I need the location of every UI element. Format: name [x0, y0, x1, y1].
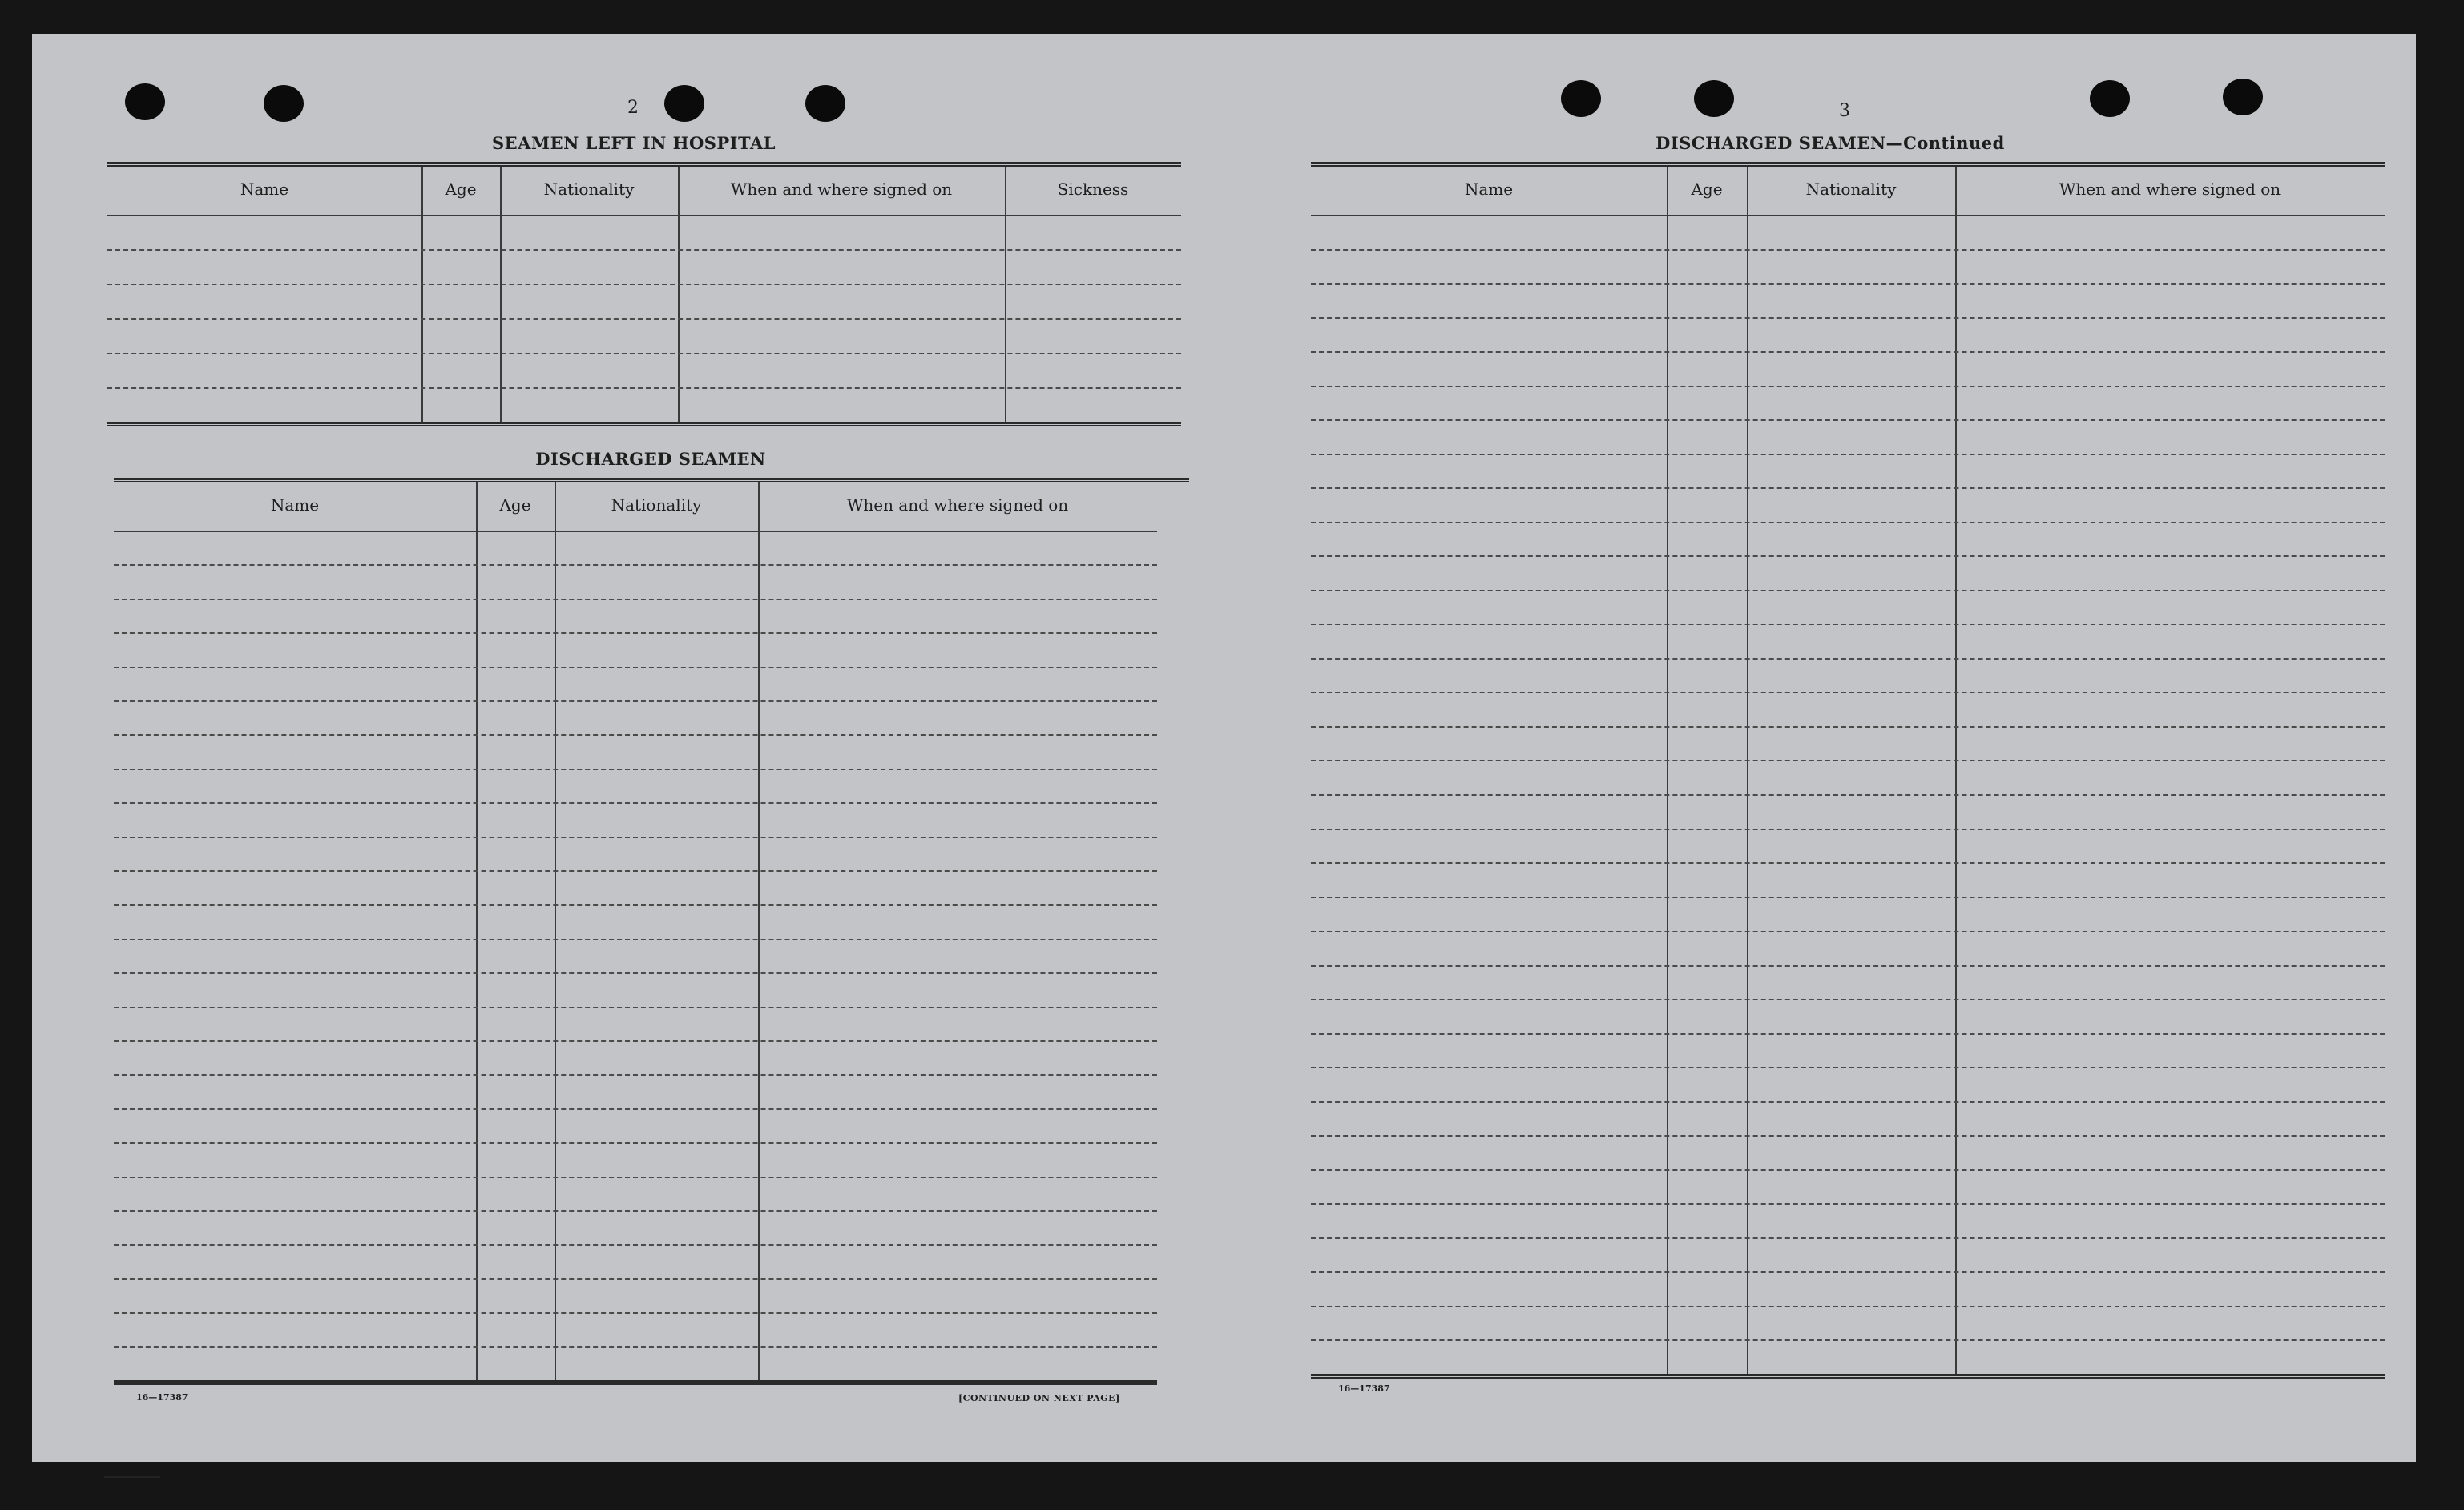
discharged-table-top-rule — [114, 478, 1189, 482]
table-row — [1311, 317, 2385, 319]
punch-hole — [1694, 80, 1734, 117]
table-row — [107, 284, 1181, 285]
table-row — [114, 1074, 1157, 1076]
column-header-name: Name — [240, 180, 289, 199]
table-row — [114, 734, 1157, 736]
table-row — [1311, 624, 2385, 625]
table-row — [1311, 1203, 2385, 1205]
header-bottom-rule — [114, 531, 1157, 532]
table-row — [1311, 999, 2385, 1000]
table-row — [1311, 351, 2385, 353]
table-row — [1311, 454, 2385, 455]
table-row — [1311, 1339, 2385, 1341]
left-page-number: 2 — [627, 98, 639, 118]
table-row — [114, 1142, 1157, 1144]
right-form-code: 16—17387 — [1338, 1383, 1390, 1394]
table-row — [114, 1210, 1157, 1212]
column-divider — [1747, 167, 1748, 1374]
table-row — [114, 1177, 1157, 1178]
table-row — [114, 1040, 1157, 1042]
table-bottom-rule — [1311, 1374, 2385, 1379]
column-divider — [1955, 167, 1957, 1374]
punch-hole — [664, 85, 704, 122]
hospital-table-top-rule — [107, 162, 1181, 167]
header-bottom-rule — [107, 215, 1181, 216]
table-bottom-rule — [114, 1380, 1157, 1385]
column-divider — [421, 167, 423, 422]
table-row — [1311, 590, 2385, 591]
table-row — [114, 599, 1157, 600]
table-row — [114, 700, 1157, 702]
table-row — [114, 802, 1157, 804]
column-header-when-and-where-signed-on: When and where signed on — [730, 180, 953, 199]
table-bottom-rule — [107, 422, 1181, 426]
table-row — [1311, 1033, 2385, 1035]
table-row — [1311, 386, 2385, 387]
table-row — [1311, 1306, 2385, 1307]
table-row — [1311, 931, 2385, 932]
table-row — [114, 1007, 1157, 1008]
table-row — [1311, 419, 2385, 421]
table-row — [1311, 1101, 2385, 1103]
discharged-continued-title-suffix: —Continued — [1885, 133, 2005, 153]
punch-hole — [2090, 80, 2130, 117]
right-page-number: 3 — [1839, 101, 1850, 121]
scanned-form-sheet — [32, 34, 2416, 1462]
table-row — [114, 904, 1157, 906]
table-row — [114, 939, 1157, 940]
table-row — [114, 1312, 1157, 1314]
table-row — [1311, 965, 2385, 967]
table-row — [1311, 726, 2385, 728]
table-row — [1311, 1067, 2385, 1068]
table-row — [1311, 1271, 2385, 1273]
column-divider — [1667, 167, 1668, 1374]
punch-hole — [2223, 79, 2263, 115]
column-header-sickness: Sickness — [1057, 180, 1129, 199]
table-row — [107, 353, 1181, 354]
table-row — [114, 870, 1157, 872]
table-row — [1311, 1135, 2385, 1137]
hospital-section-title: SEAMEN LEFT IN HOSPITAL — [491, 133, 776, 153]
column-header-nationality: Nationality — [611, 495, 702, 515]
table-row — [114, 769, 1157, 770]
discharged-continued-title-main: DISCHARGED SEAMEN — [1655, 133, 1886, 153]
left-form-code: 16—17387 — [136, 1392, 188, 1403]
table-row — [1311, 1237, 2385, 1239]
continued-table-top-rule — [1311, 162, 2385, 167]
column-divider — [500, 167, 502, 422]
table-row — [1311, 555, 2385, 557]
table-row — [107, 318, 1181, 320]
table-row — [1311, 862, 2385, 864]
table-row — [1311, 897, 2385, 898]
table-row — [107, 249, 1181, 251]
table-row — [1311, 658, 2385, 660]
discharged-section-title: DISCHARGED SEAMEN — [535, 449, 766, 469]
edge-mark — [104, 1476, 160, 1478]
table-row — [1311, 829, 2385, 830]
punch-hole — [1561, 80, 1601, 117]
column-divider — [1005, 167, 1006, 422]
table-row — [1311, 487, 2385, 489]
column-header-age: Age — [499, 495, 531, 515]
table-row — [114, 1244, 1157, 1246]
table-row — [114, 632, 1157, 634]
punch-hole — [264, 85, 304, 122]
table-row — [114, 1278, 1157, 1280]
header-bottom-rule — [1311, 215, 2385, 216]
table-row — [114, 564, 1157, 566]
table-row — [114, 667, 1157, 668]
column-header-age: Age — [1691, 180, 1723, 199]
table-row — [1311, 794, 2385, 796]
column-header-nationality: Nationality — [1805, 180, 1897, 199]
table-row — [1311, 283, 2385, 285]
column-header-nationality: Nationality — [543, 180, 635, 199]
table-row — [114, 1108, 1157, 1110]
punch-hole — [125, 83, 165, 120]
punch-hole — [805, 85, 845, 122]
discharged-continued-title — [1655, 133, 2005, 153]
column-header-name: Name — [270, 495, 320, 515]
column-header-when-and-where-signed-on: When and where signed on — [846, 495, 1069, 515]
table-row — [1311, 249, 2385, 251]
table-row — [107, 387, 1181, 389]
column-header-when-and-where-signed-on: When and where signed on — [2059, 180, 2281, 199]
table-row — [114, 1346, 1157, 1348]
table-row — [1311, 760, 2385, 761]
column-divider — [678, 167, 680, 422]
table-row — [114, 837, 1157, 838]
continued-next-page-note: [CONTINUED ON NEXT PAGE] — [958, 1393, 1120, 1403]
table-row — [1311, 1169, 2385, 1171]
column-header-name: Name — [1464, 180, 1514, 199]
table-row — [1311, 692, 2385, 693]
table-row — [1311, 522, 2385, 523]
column-header-age: Age — [445, 180, 477, 199]
table-row — [114, 972, 1157, 974]
